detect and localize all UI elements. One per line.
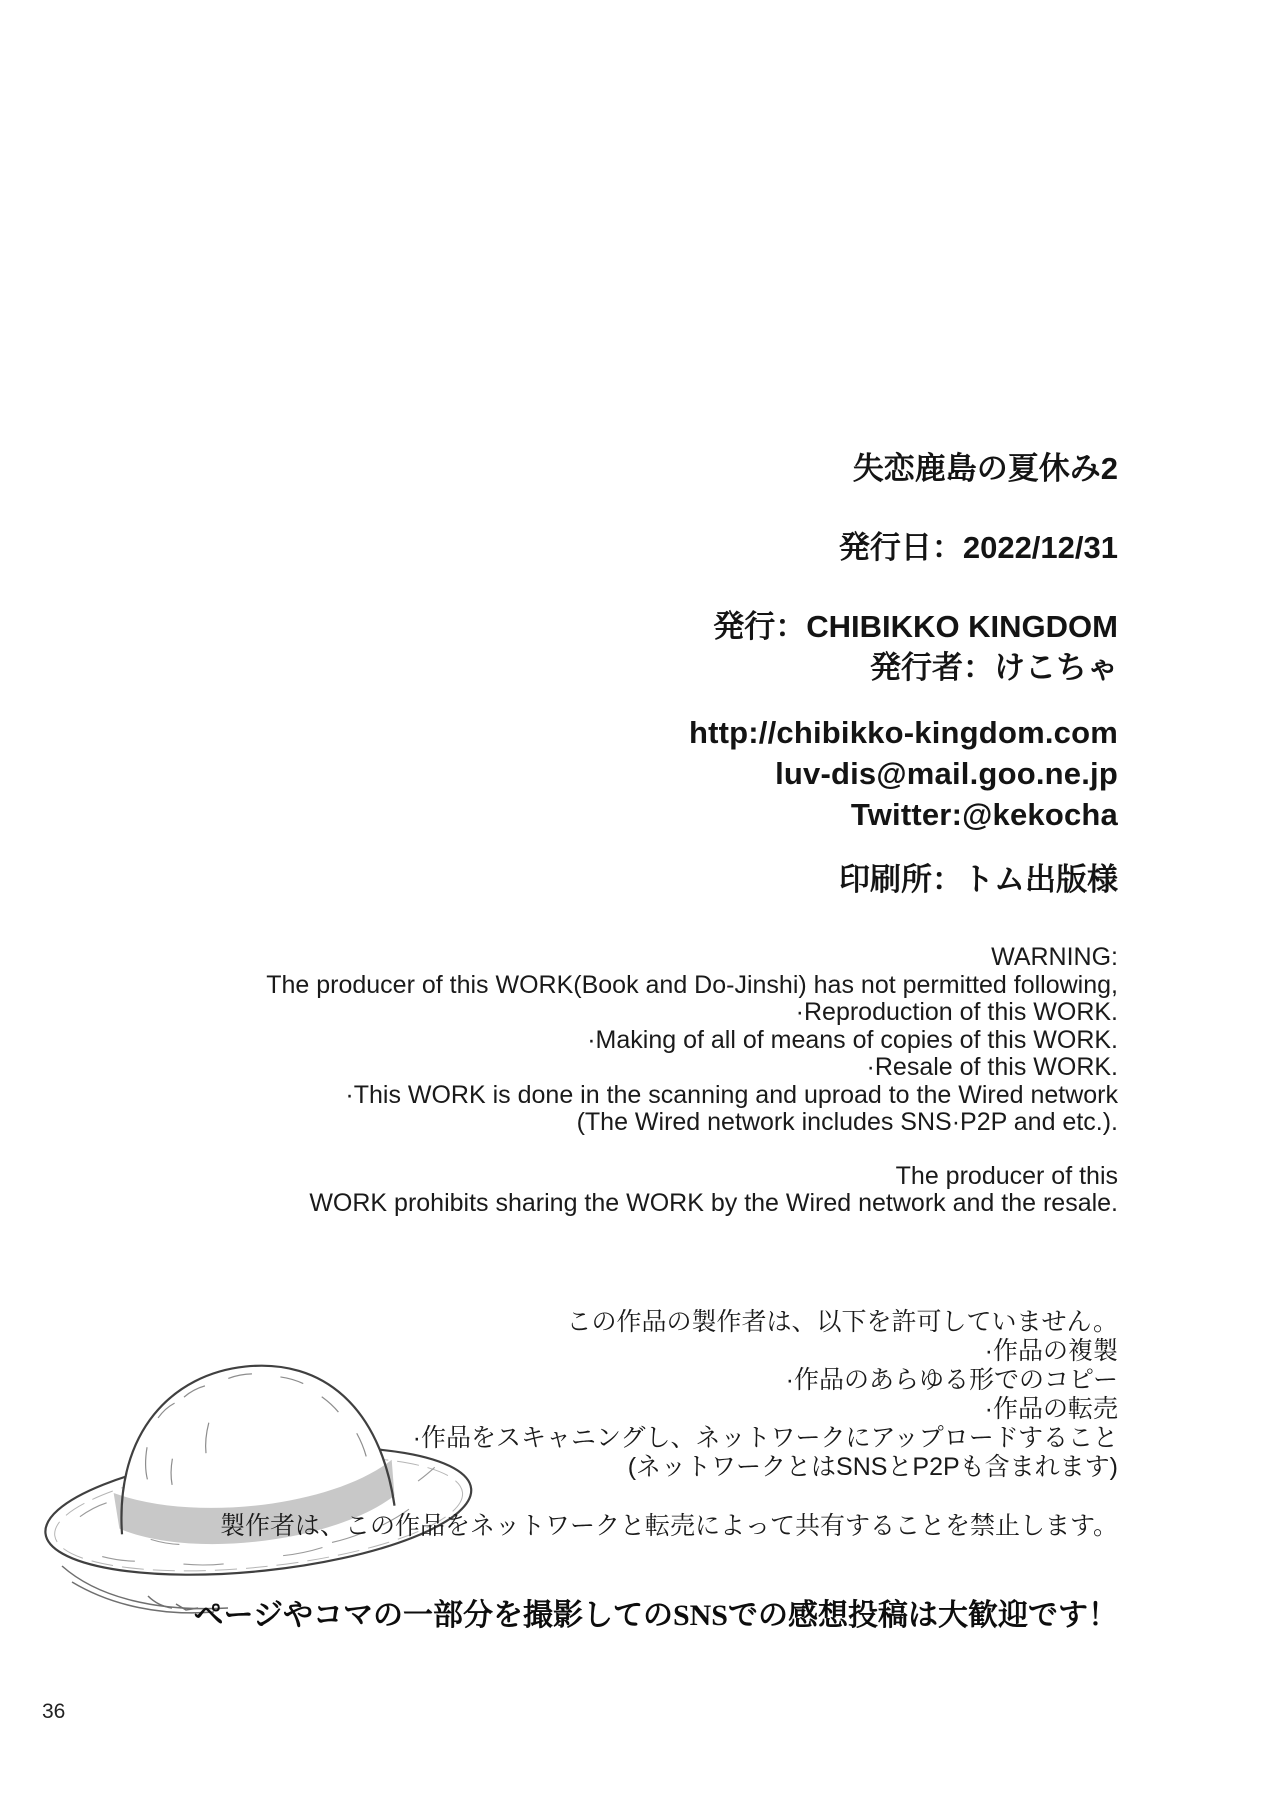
warning-footer-line: WORK prohibits sharing the WORK by the Wired network and the resale. bbox=[309, 1189, 1118, 1217]
email-address: luv-dis@mail.goo.ne.jp bbox=[775, 756, 1118, 791]
warning-line: ·This WORK is done in the scanning and uproad to the Wired network bbox=[345, 1080, 1118, 1109]
twitter-handle: Twitter:@kekocha bbox=[850, 797, 1118, 832]
warning-ja-line: (ネットワークとはSNSとP2Pも含まれます) bbox=[627, 1453, 1118, 1481]
warning-ja-line: ·作品の転売 bbox=[984, 1395, 1118, 1423]
warning-footer-line: The producer of this bbox=[895, 1161, 1118, 1190]
warning-line: ·Making of all of means of copies of this WORK. bbox=[587, 1025, 1118, 1054]
warning-line: The producer of this WORK(Book and Do-Jinshi) has not permitted following, bbox=[266, 970, 1118, 999]
colophon-block bbox=[689, 448, 1118, 900]
sns-feedback-note: ページやコマの一部分を撮影してのSNSでの感想投稿は大歓迎です！ bbox=[193, 1599, 1118, 1632]
warning-heading: WARNING: bbox=[991, 943, 1118, 971]
warning-line: (The Wired network includes SNS·P2P and etc.). bbox=[576, 1108, 1118, 1136]
author-line: 発行者：けこちゃ bbox=[870, 650, 1118, 685]
page-number: 36 bbox=[42, 1700, 66, 1723]
printer-line: 印刷所：トム出版様 bbox=[839, 862, 1118, 897]
website-url: http://chibikko-kingdom.com bbox=[688, 715, 1118, 750]
warning-line: ·Reproduction of this WORK. bbox=[795, 998, 1118, 1026]
warning-ja-line: ·作品の複製 bbox=[984, 1337, 1118, 1365]
warning-ja-line: この作品の製作者は、以下を許可していません。 bbox=[566, 1308, 1118, 1336]
warning-ja-line: ·作品のあらゆる形でのコピー bbox=[785, 1366, 1118, 1394]
warning-japanese-block bbox=[220, 1308, 1118, 1541]
book-title: 失恋鹿島の夏休み2 bbox=[852, 451, 1118, 486]
warning-line: ·Resale of this WORK. bbox=[866, 1053, 1118, 1081]
publisher-line: 発行：CHIBIKKO KINGDOM bbox=[713, 609, 1118, 644]
warning-english-block bbox=[266, 944, 1118, 1218]
warning-ja-line: ·作品をスキャニングし、ネットワークにアップロードすること bbox=[412, 1424, 1118, 1452]
publish-date-line: 発行日：2022/12/31 bbox=[838, 530, 1118, 565]
warning-ja-footer: 製作者は、この作品をネットワークと転売によって共有することを禁止します。 bbox=[219, 1512, 1118, 1540]
